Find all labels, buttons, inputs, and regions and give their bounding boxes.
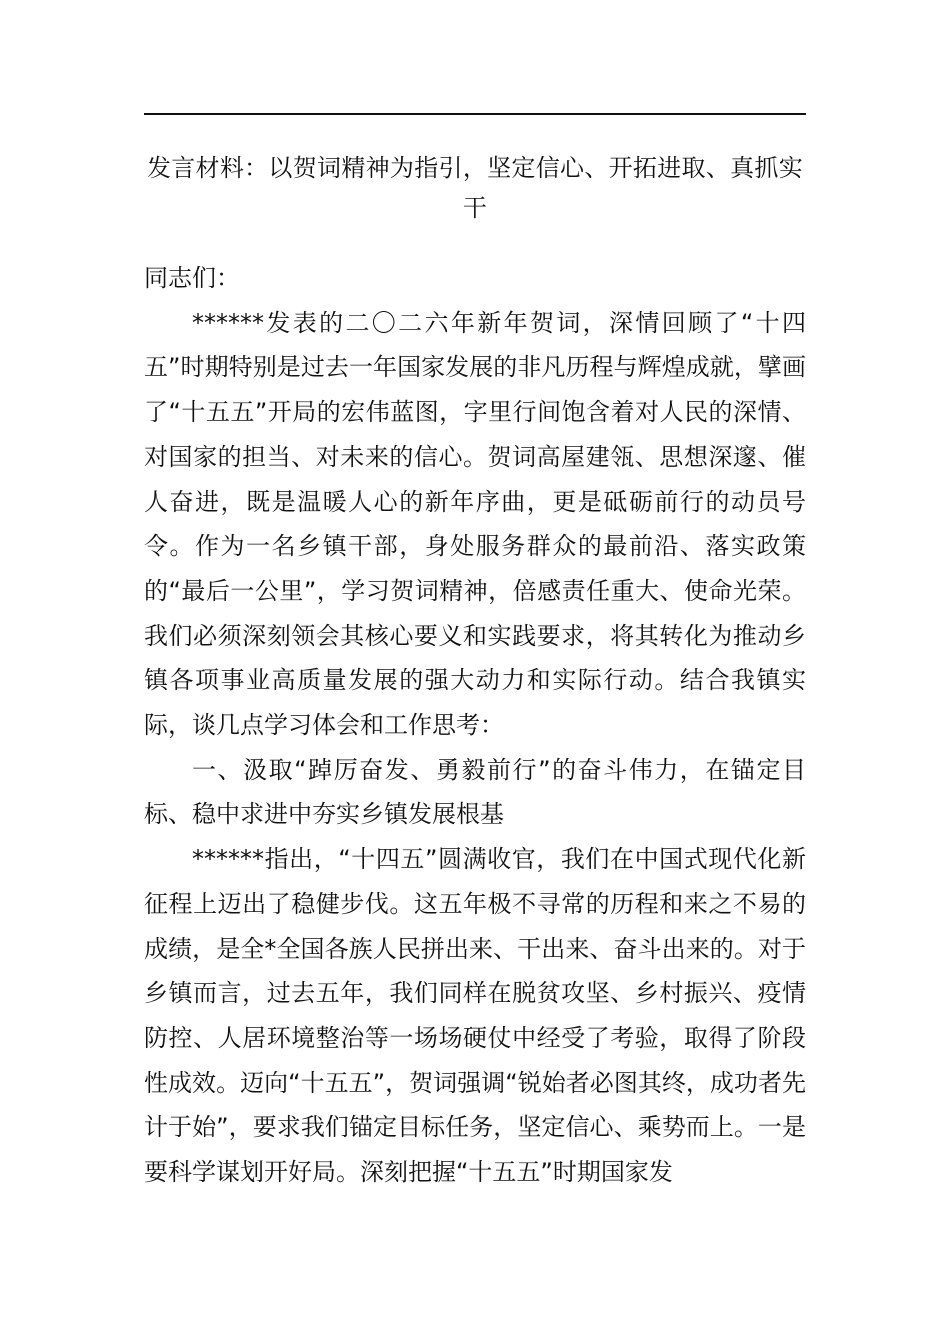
header-rule [144, 113, 806, 115]
body-paragraph: ******指出，“十四五”圆满收官，我们在中国式现代化新征程上迈出了稳健步伐。这五年极不寻常的历程和来之不易的成绩，是全*全国各族人民拼出来、干出来、奋斗出来的。对于乡镇而言，过去五年，我们同样在脱贫攻坚、乡村振兴、疫情防控、人居环境整治等一场场硬仗中经受了考验，取得了阶段性成效。迈向“十五五”，贺词强调“锐始者必图其终，成功者先计于始”，要求我们锚定目标任务，坚定信心、乘势而上。一是要科学谋划开好局。深刻把握“十五五”时期国家发 [144, 845, 806, 1187]
salutation: 同志们： [144, 264, 240, 292]
section-heading: 一、汲取“踔厉奋发、勇毅前行”的奋斗伟力，在锚定目标、稳中求进中夯实乡镇发展根基 [144, 755, 806, 829]
body-paragraph: ******发表的二〇二六年新年贺词，深情回顾了“十四五”时期特别是过去一年国家发展的非凡历程与辉煌成就，擘画了“十五五”开局的宏伟蓝图，字里行间饱含着对人民的深情、对国家的担当、对未来的信心。贺词高屋建瓴、思想深邃、催人奋进，既是温暖人心的新年序曲，更是砥砺前行的动员号令。作为一名乡镇干部，身处服务群众的最前沿、落实政策的“最后一公里”，学习贺词精神，倍感责任重大、使命光荣。我们必须深刻领会其核心要义和实践要求，将其转化为推动乡镇各项事业高质量发展的强大动力和实际行动。结合我镇实际，谈几点学习体会和工作思考： [144, 308, 806, 740]
document-title: 发言材料：以贺词精神为指引，坚定信心、开拓进取、真抓实干 [146, 154, 804, 222]
document-body [144, 256, 806, 1195]
